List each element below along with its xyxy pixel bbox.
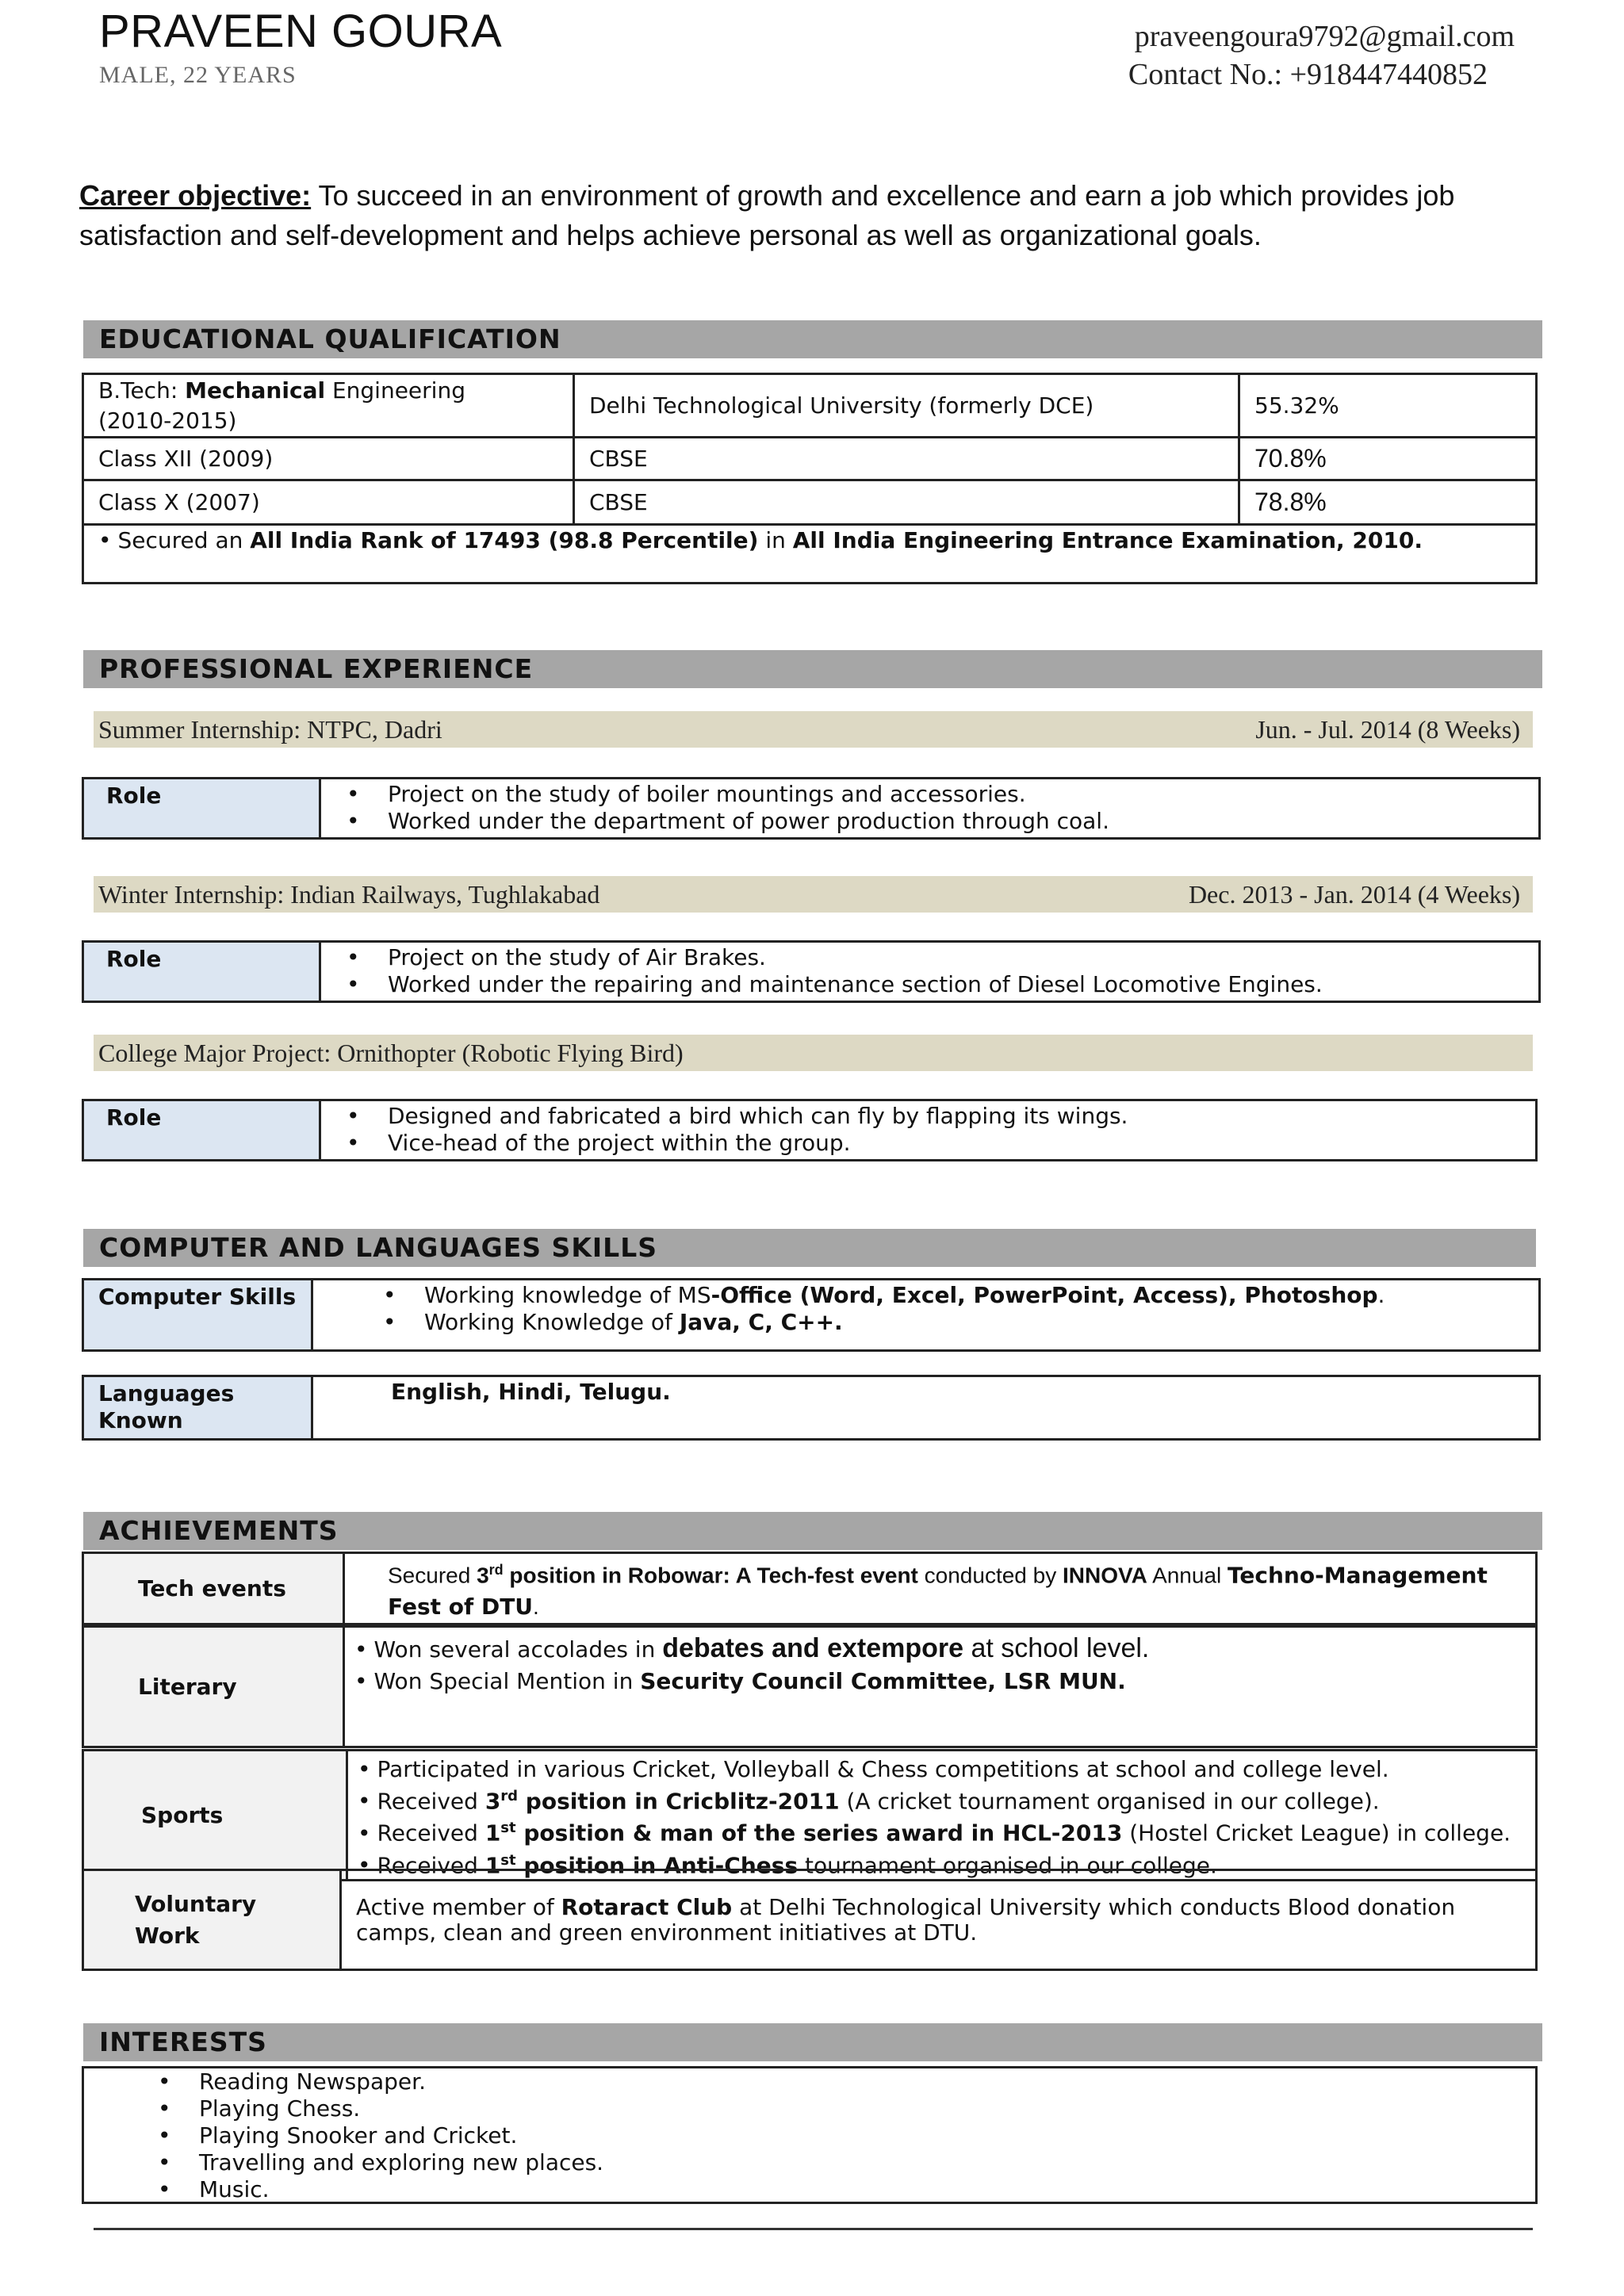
contact-number: Contact No.: +918447440852: [1128, 58, 1488, 91]
superscript: rd: [488, 1562, 504, 1578]
table-row: [83, 1100, 1537, 1161]
email[interactable]: praveengoura9792@gmail.com: [1134, 20, 1515, 53]
text: .: [533, 1594, 539, 1620]
experience-role-table: [82, 777, 1541, 840]
note-text: in: [758, 527, 793, 553]
role-label: Role: [83, 1100, 320, 1161]
edu-board: CBSE: [574, 480, 1239, 525]
role-points: [320, 779, 1540, 839]
experience-period: Jun. - Jul. 2014 (8 Weeks): [1255, 715, 1520, 744]
languages-table: [82, 1375, 1541, 1441]
text-bold: Techno-Management Fest of DTU: [388, 1562, 1488, 1621]
text: tournament organised in our college.: [798, 1851, 1217, 1878]
superscript: st: [500, 1851, 516, 1869]
list-item: • Designed and fabricated a bird which can fly by flapping its wings.: [388, 1103, 1521, 1130]
computer-skills-table: [82, 1278, 1541, 1352]
list-item: • Project on the study of boiler mountings and accessories.: [388, 781, 1524, 808]
list-item: • Vice-head of the project within the group.: [388, 1130, 1521, 1157]
voluntary-text: [341, 1870, 1537, 1970]
sports-text: [347, 1751, 1537, 1881]
interests-box: [82, 2066, 1538, 2204]
sports-line: [358, 1815, 1521, 1846]
list-item: • Project on the study of Air Brakes.: [388, 944, 1524, 971]
text-bold: 3: [485, 1788, 501, 1815]
objective-text: To succeed in an environment of growth and excellence and earn a job which provides job satisfaction and self-development and helps achieve personal as well as organizational goals.: [79, 179, 1455, 251]
edu-degree: [83, 374, 574, 438]
text: Received: [377, 1820, 485, 1846]
edu-score: 78.8%: [1239, 480, 1537, 525]
text-bold: debates and extempore: [662, 1633, 964, 1663]
text: Won Special Mention in: [373, 1668, 641, 1694]
achievement-literary-table: [82, 1625, 1538, 1748]
literary-label: Literary: [83, 1627, 344, 1747]
computer-skills-list: [312, 1280, 1540, 1351]
text-bold: position in Robowar: A Tech-fest event: [503, 1563, 918, 1588]
text: Secured: [388, 1563, 477, 1588]
list-item: • Music.: [199, 2176, 603, 2203]
table-row: [83, 1376, 1540, 1440]
achievement-voluntary-table: [82, 1869, 1538, 1971]
literary-line: [354, 1666, 1521, 1697]
section-experience-heading: PROFESSIONAL EXPERIENCE: [83, 650, 1542, 688]
text-bold: position & man of the series award in HCL-2013: [515, 1820, 1123, 1846]
tech-events-text: [344, 1553, 1537, 1624]
section-education-heading: EDUCATIONAL QUALIFICATION: [83, 320, 1542, 358]
degree-years: (2010-2015): [98, 407, 237, 434]
sports-line: [358, 1783, 1521, 1815]
list-item: • Playing Snooker and Cricket.: [199, 2122, 603, 2149]
tech-events-label: Tech events: [83, 1553, 344, 1624]
table-row: [83, 480, 1537, 525]
list-item: • Reading Newspaper.: [199, 2068, 603, 2095]
text-bold: 1: [485, 1820, 501, 1846]
text-bold: INNOVA: [1063, 1563, 1147, 1588]
text: (A cricket tournament organised in our college).: [839, 1788, 1380, 1815]
text: Won several accolades in: [373, 1636, 663, 1663]
degree-suffix: Engineering: [325, 377, 465, 404]
languages-label: Languages Known: [83, 1376, 312, 1440]
objective-label: Career objective:: [79, 179, 312, 212]
sports-line: [358, 1756, 1521, 1783]
experience-band: [94, 1035, 1533, 1071]
text: Participated in various Cricket, Volleyball & Chess competitions at school and college level.: [377, 1756, 1389, 1782]
skill-bold: -Office (Word, Excel, PowerPoint, Access), Photoshop: [710, 1282, 1378, 1308]
table-row: [83, 525, 1537, 584]
edu-board: Delhi Technological University (formerly DCE): [574, 374, 1239, 438]
text-bold: position in Anti-Chess: [515, 1851, 799, 1878]
text-bold: Security Council Committee, LSR MUN.: [640, 1668, 1126, 1694]
literary-line: [354, 1632, 1521, 1666]
note-text: Secured an: [117, 527, 251, 553]
text: Received: [377, 1851, 485, 1878]
role-label: Role: [83, 779, 320, 839]
education-table: [82, 373, 1538, 584]
candidate-name: PRAVEEN GOURA: [99, 6, 503, 57]
table-row: [83, 374, 1537, 438]
experience-title: Winter Internship: Indian Railways, Tughlakabad: [98, 880, 600, 909]
skill-text: .: [1377, 1282, 1385, 1308]
table-row: [83, 942, 1540, 1002]
text: at school level.: [963, 1633, 1150, 1663]
text: Annual: [1147, 1563, 1228, 1588]
list-item: [424, 1309, 1524, 1336]
edu-degree: Class XII (2009): [83, 438, 574, 480]
superscript: rd: [500, 1788, 519, 1804]
experience-role-table: [82, 1099, 1538, 1161]
experience-title: College Major Project: Ornithopter (Robotic Flying Bird): [98, 1039, 684, 1067]
computer-skills-label: Computer Skills: [83, 1280, 312, 1351]
table-row: [83, 438, 1537, 480]
experience-band: [94, 876, 1533, 913]
text: (Hostel Cricket League) in college.: [1122, 1820, 1511, 1846]
footer-divider: [94, 2228, 1533, 2230]
role-label: Role: [83, 942, 320, 1002]
list-item: [424, 1282, 1524, 1309]
table-row: [83, 1870, 1537, 1970]
edu-note: [83, 525, 1537, 584]
role-points: [320, 942, 1540, 1002]
achievement-tech-table: [82, 1552, 1538, 1625]
sports-label: Sports: [83, 1751, 347, 1881]
edu-board: CBSE: [574, 438, 1239, 480]
candidate-subtitle: MALE, 22 YEARS: [99, 62, 297, 88]
edu-score: 70.8%: [1239, 438, 1537, 480]
table-row: [83, 1751, 1537, 1881]
superscript: st: [500, 1820, 516, 1837]
text-bold: Rotaract Club: [561, 1893, 733, 1920]
achievement-sports-table: [82, 1749, 1538, 1881]
text: conducted by: [917, 1563, 1063, 1588]
table-row: [83, 779, 1540, 839]
table-row: [83, 1627, 1537, 1747]
text: Active member of: [356, 1893, 561, 1920]
list-item: • Playing Chess.: [199, 2095, 603, 2122]
text: at Delhi Technological University which conducts Blood donation camps, clean and green environment initiatives at DTU.: [356, 1893, 1456, 1946]
role-points: [320, 1100, 1537, 1161]
section-interests-heading: INTERESTS: [83, 2023, 1542, 2061]
list-item: • Worked under the repairing and maintenance section of Diesel Locomotive Engines.: [388, 971, 1524, 998]
experience-title: Summer Internship: NTPC, Dadri: [98, 715, 442, 744]
career-objective: [79, 176, 1554, 255]
text: Received: [377, 1788, 485, 1815]
table-row: [83, 1280, 1540, 1351]
skill-text: Working knowledge of MS: [424, 1282, 711, 1308]
text-bold: 3: [477, 1563, 489, 1588]
edu-score: 55.32%: [1239, 374, 1537, 438]
section-achievements-heading: ACHIEVEMENTS: [83, 1512, 1542, 1550]
degree-prefix: B.Tech:: [98, 377, 186, 404]
note-bold: All India Engineering Entrance Examination, 2010.: [792, 527, 1423, 553]
voluntary-label: Voluntary Work: [83, 1870, 341, 1970]
degree-bold: Mechanical: [185, 377, 326, 404]
literary-text: [344, 1627, 1537, 1747]
section-skills-heading: COMPUTER AND LANGUAGES SKILLS: [83, 1229, 1536, 1267]
text-bold: 1: [485, 1851, 501, 1878]
list-item: • Worked under the department of power production through coal.: [388, 808, 1524, 835]
text-bold: position in Cricblitz-2011: [518, 1788, 840, 1815]
experience-period: Dec. 2013 - Jan. 2014 (4 Weeks): [1188, 880, 1520, 909]
skill-text: Working Knowledge of: [424, 1309, 680, 1335]
note-bold: All India Rank of 17493 (98.8 Percentile): [250, 527, 759, 553]
skill-bold: Java, C, C++.: [679, 1309, 843, 1335]
experience-band: [94, 711, 1533, 748]
table-row: [83, 1553, 1537, 1624]
languages-value: English, Hindi, Telugu.: [312, 1376, 1540, 1440]
experience-role-table: [82, 940, 1541, 1003]
edu-degree: Class X (2007): [83, 480, 574, 525]
list-item: • Travelling and exploring new places.: [199, 2149, 603, 2176]
